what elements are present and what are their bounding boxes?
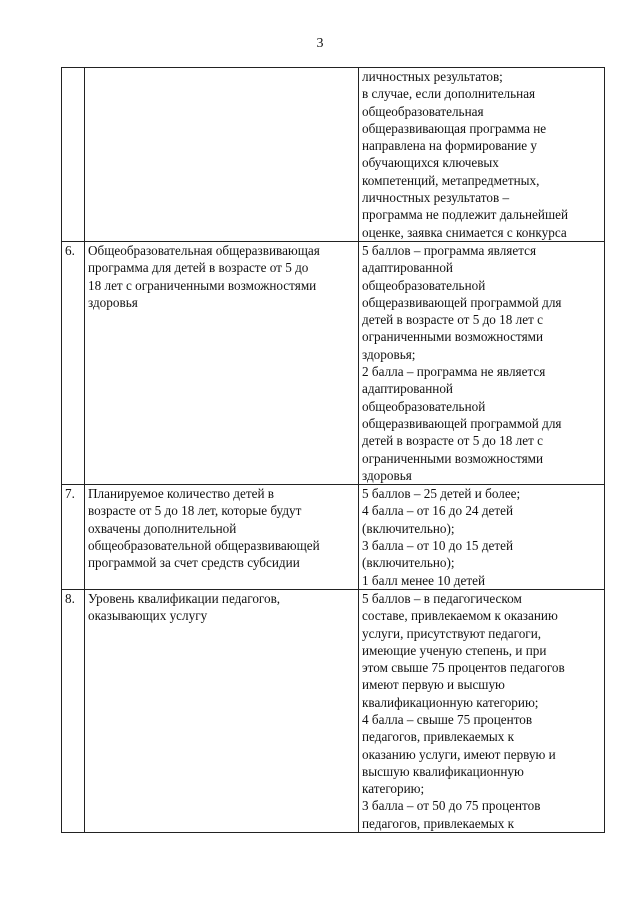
criterion-name — [85, 589, 359, 832]
score-line: обучающихся ключевых — [362, 155, 499, 171]
score-line: ограниченными возможностями — [362, 329, 544, 345]
score-line: общеразвивающей программой для — [362, 415, 562, 431]
score-description — [359, 589, 605, 832]
criterion-name-line: возрасте от 5 до 18 лет, которые будут — [88, 503, 302, 519]
score-description — [359, 68, 605, 242]
score-line: адаптированной — [362, 381, 453, 397]
criteria-row — [62, 485, 605, 590]
score-line: адаптированной — [362, 260, 453, 276]
score-line: общеразвивающая программа не — [362, 120, 547, 136]
score-line: детей в возрасте от 5 до 18 лет с — [362, 433, 544, 449]
score-description — [359, 241, 605, 484]
score-line: общеобразовательной — [362, 398, 486, 414]
criterion-name-line: охвачены дополнительной — [88, 520, 237, 536]
score-line: имеют первую и высшую — [362, 677, 505, 693]
criterion-name-line: общеобразовательной общеразвивающей — [88, 538, 320, 554]
criterion-name-line: Планируемое количество детей в — [88, 486, 275, 502]
score-line: квалификационную категорию; — [362, 694, 539, 710]
score-line: направлена на формирование у — [362, 138, 538, 154]
score-line: педагогов, привлекаемых к — [362, 815, 515, 831]
criteria-table — [61, 67, 605, 833]
criterion-name-line: 18 лет с ограниченными возможностями — [88, 277, 317, 293]
score-line: программа не подлежит дальнейшей — [362, 207, 569, 223]
score-line: составе, привлекаемом к оказанию — [362, 608, 558, 624]
criterion-name-line: Уровень квалификации педагогов, — [88, 590, 281, 606]
score-line: (включительно); — [362, 520, 455, 536]
score-line: 3 балла – от 50 до 75 процентов — [362, 798, 541, 814]
score-line: этом свыше 75 процентов педагогов — [362, 660, 565, 676]
score-line: имеющие ученую степень, и при — [362, 642, 547, 658]
score-line: 3 балла – от 10 до 15 детей — [362, 538, 514, 554]
score-line: ограниченными возможностями — [362, 450, 544, 466]
score-line: 4 балла – от 16 до 24 детей — [362, 503, 514, 519]
criterion-name-line: Общеобразовательная общеразвивающая — [88, 242, 320, 258]
criteria-table-body — [62, 68, 605, 833]
score-line: 5 баллов – 25 детей и более; — [362, 486, 521, 502]
score-line: 5 баллов – программа является — [362, 242, 537, 258]
criterion-name-line: программа для детей в возрасте от 5 до — [88, 260, 309, 276]
score-line: здоровья; — [362, 346, 416, 362]
score-line: педагогов, привлекаемых к — [362, 729, 515, 745]
score-line: общеобразовательная — [362, 103, 484, 119]
score-line: 4 балла – свыше 75 процентов — [362, 711, 533, 727]
score-line: здоровья — [362, 467, 412, 483]
row-number: 7. — [62, 485, 85, 590]
score-line: оценке, заявка снимается с конкурса — [362, 224, 567, 240]
score-line: услуги, присутствуют педагоги, — [362, 625, 542, 641]
criterion-name — [85, 485, 359, 590]
row-number: 6. — [62, 241, 85, 484]
criteria-row — [62, 241, 605, 484]
score-line: в случае, если дополнительная — [362, 86, 536, 102]
score-line: личностных результатов; — [362, 69, 503, 84]
criteria-row — [62, 589, 605, 832]
criterion-name-line: оказывающих услугу — [88, 608, 208, 624]
criteria-row — [62, 68, 605, 242]
criterion-name-line: здоровья — [88, 294, 138, 310]
score-line: высшую квалификационную — [362, 763, 524, 779]
criterion-name-line: программой за счет средств субсидии — [88, 555, 300, 571]
score-line: 1 балл менее 10 детей — [362, 572, 486, 588]
score-line: категорию; — [362, 781, 425, 797]
score-description — [359, 485, 605, 590]
score-line: (включительно); — [362, 555, 455, 571]
score-line: личностных результатов – — [362, 190, 510, 206]
row-number — [62, 68, 85, 242]
score-line: общеобразовательной — [362, 277, 486, 293]
page-number: 3 — [316, 36, 324, 51]
row-number: 8. — [62, 589, 85, 832]
score-line: компетенций, метапредметных, — [362, 172, 540, 188]
score-line: общеразвивающей программой для — [362, 294, 562, 310]
criterion-name — [85, 241, 359, 484]
score-line: 2 балла – программа не является — [362, 364, 546, 380]
score-line: 5 баллов – в педагогическом — [362, 590, 522, 606]
criterion-name — [85, 68, 359, 242]
score-line: оказанию услуги, имеют первую и — [362, 746, 556, 762]
score-line: детей в возрасте от 5 до 18 лет с — [362, 312, 544, 328]
